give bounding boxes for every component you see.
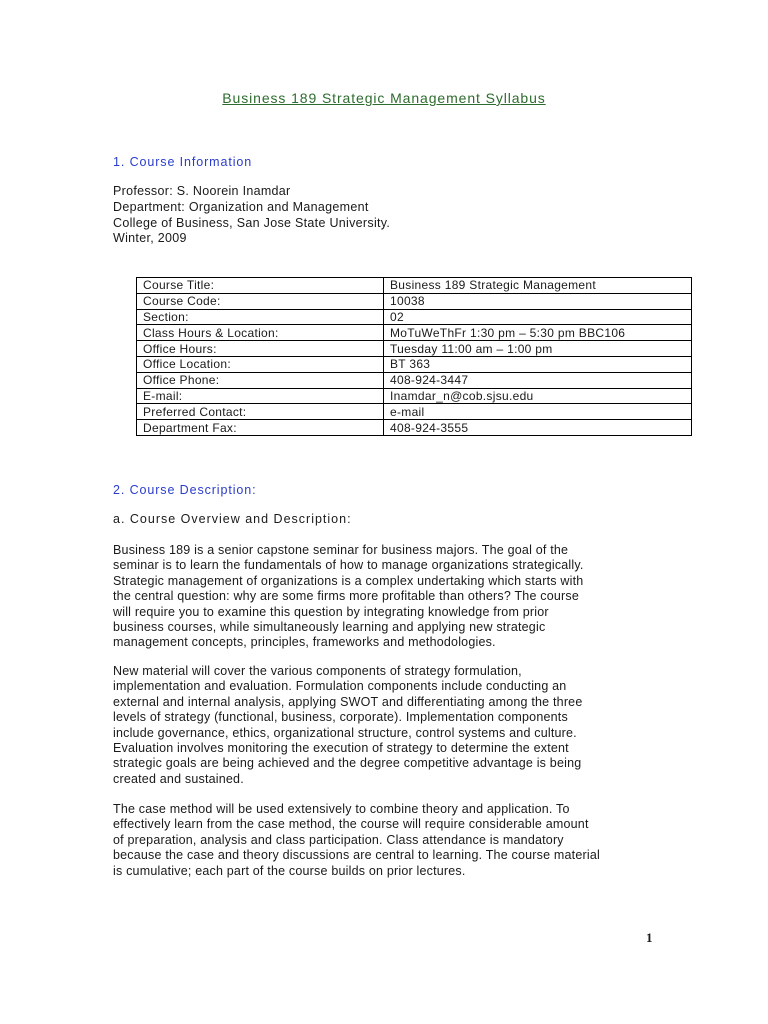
- paragraph-line: strategic goals are being achieved and the degree competitive advantage is being: [113, 756, 582, 771]
- section-heading-course-description: 2. Course Description:: [113, 483, 257, 497]
- table-label-cell: E-mail:: [137, 388, 384, 404]
- table-label-cell: Class Hours & Location:: [137, 325, 384, 341]
- professor-info: [113, 184, 390, 247]
- paragraph-line: created and sustained.: [113, 771, 244, 786]
- table-value-cell: Business 189 Strategic Management: [384, 278, 692, 294]
- page-number: 1: [646, 930, 653, 945]
- table-row: [137, 325, 692, 341]
- table-label-cell: Course Title:: [137, 278, 384, 294]
- table-label-cell: Preferred Contact:: [137, 404, 384, 420]
- table-value-cell: Tuesday 11:00 am – 1:00 pm: [384, 341, 692, 357]
- section-heading-course-information: 1. Course Information: [113, 155, 253, 169]
- table-row: [137, 372, 692, 388]
- paragraph-line: include governance, ethics, organizational structure, control systems and culture.: [113, 725, 577, 740]
- table-row: [137, 293, 692, 309]
- paragraph-line: levels of strategy (functional, business, corporate). Implementation components: [113, 710, 568, 725]
- table-row: [137, 341, 692, 357]
- paragraph-line: seminar is to learn the fundamentals of how to manage organizations strategically.: [113, 558, 584, 573]
- paragraph-line: management concepts, principles, frameworks and methodologies.: [113, 635, 496, 650]
- table-row: [137, 420, 692, 436]
- table-label-cell: Course Code:: [137, 293, 384, 309]
- table-label-cell: Office Phone:: [137, 372, 384, 388]
- table-row: [137, 404, 692, 420]
- table-label-cell: Office Location:: [137, 356, 384, 372]
- paragraph-line: the central question: why are some firms more profitable than others? The course: [113, 589, 579, 604]
- table-value-cell: 408-924-3555: [384, 420, 692, 436]
- table-label-cell: Section:: [137, 309, 384, 325]
- table-label-cell: Office Hours:: [137, 341, 384, 357]
- table-value-cell: 02: [384, 309, 692, 325]
- table-label-cell: Department Fax:: [137, 420, 384, 436]
- table-value-cell: e-mail: [384, 404, 692, 420]
- paragraph-line: will require you to examine this question by integrating knowledge from prior: [113, 604, 549, 619]
- table-row: [137, 278, 692, 294]
- paragraph-line: Business 189 is a senior capstone seminar for business majors. The goal of the: [113, 543, 569, 557]
- table-row: [137, 309, 692, 325]
- subheading-course-overview: a. Course Overview and Description:: [113, 512, 352, 526]
- info-line: Department: Organization and Management: [113, 199, 369, 214]
- paragraph-material: [113, 664, 658, 787]
- course-details-table: [136, 277, 692, 436]
- table-value-cell: 408-924-3447: [384, 372, 692, 388]
- info-line: Professor: S. Noorein Inamdar: [113, 184, 291, 198]
- paragraph-line: effectively learn from the case method, the course will require considerable amount: [113, 817, 589, 832]
- paragraph-line: business courses, while simultaneously learning and applying new strategic: [113, 620, 546, 635]
- paragraph-line: Strategic management of organizations is a complex undertaking which starts with: [113, 573, 584, 588]
- table-value-cell: BT 363: [384, 356, 692, 372]
- document-title: Business 189 Strategic Management Syllabus: [222, 90, 546, 106]
- paragraph-line: because the case and theory discussions are central to learning. The course material: [113, 848, 600, 863]
- table-row: [137, 388, 692, 404]
- paragraph-case-method: [113, 802, 658, 879]
- table-row: [137, 356, 692, 372]
- paragraph-line: implementation and evaluation. Formulation components include conducting an: [113, 679, 567, 694]
- table-value-cell: MoTuWeThFr 1:30 pm – 5:30 pm BBC106: [384, 325, 692, 341]
- info-line: Winter, 2009: [113, 231, 187, 246]
- paragraph-line: of preparation, analysis and class participation. Class attendance is mandatory: [113, 832, 564, 847]
- info-line: College of Business, San Jose State University.: [113, 215, 391, 230]
- paragraph-overview: [113, 543, 658, 651]
- paragraph-line: The case method will be used extensively to combine theory and application. To: [113, 802, 570, 816]
- paragraph-line: is cumulative; each part of the course builds on prior lectures.: [113, 863, 466, 878]
- table-value-cell: Inamdar_n@cob.sjsu.edu: [384, 388, 692, 404]
- paragraph-line: external and internal analysis, applying SWOT and differentiating among the three: [113, 694, 583, 709]
- table-value-cell: 10038: [384, 293, 692, 309]
- paragraph-line: Evaluation involves monitoring the execution of strategy to determine the extent: [113, 741, 569, 756]
- paragraph-line: New material will cover the various components of strategy formulation,: [113, 664, 522, 678]
